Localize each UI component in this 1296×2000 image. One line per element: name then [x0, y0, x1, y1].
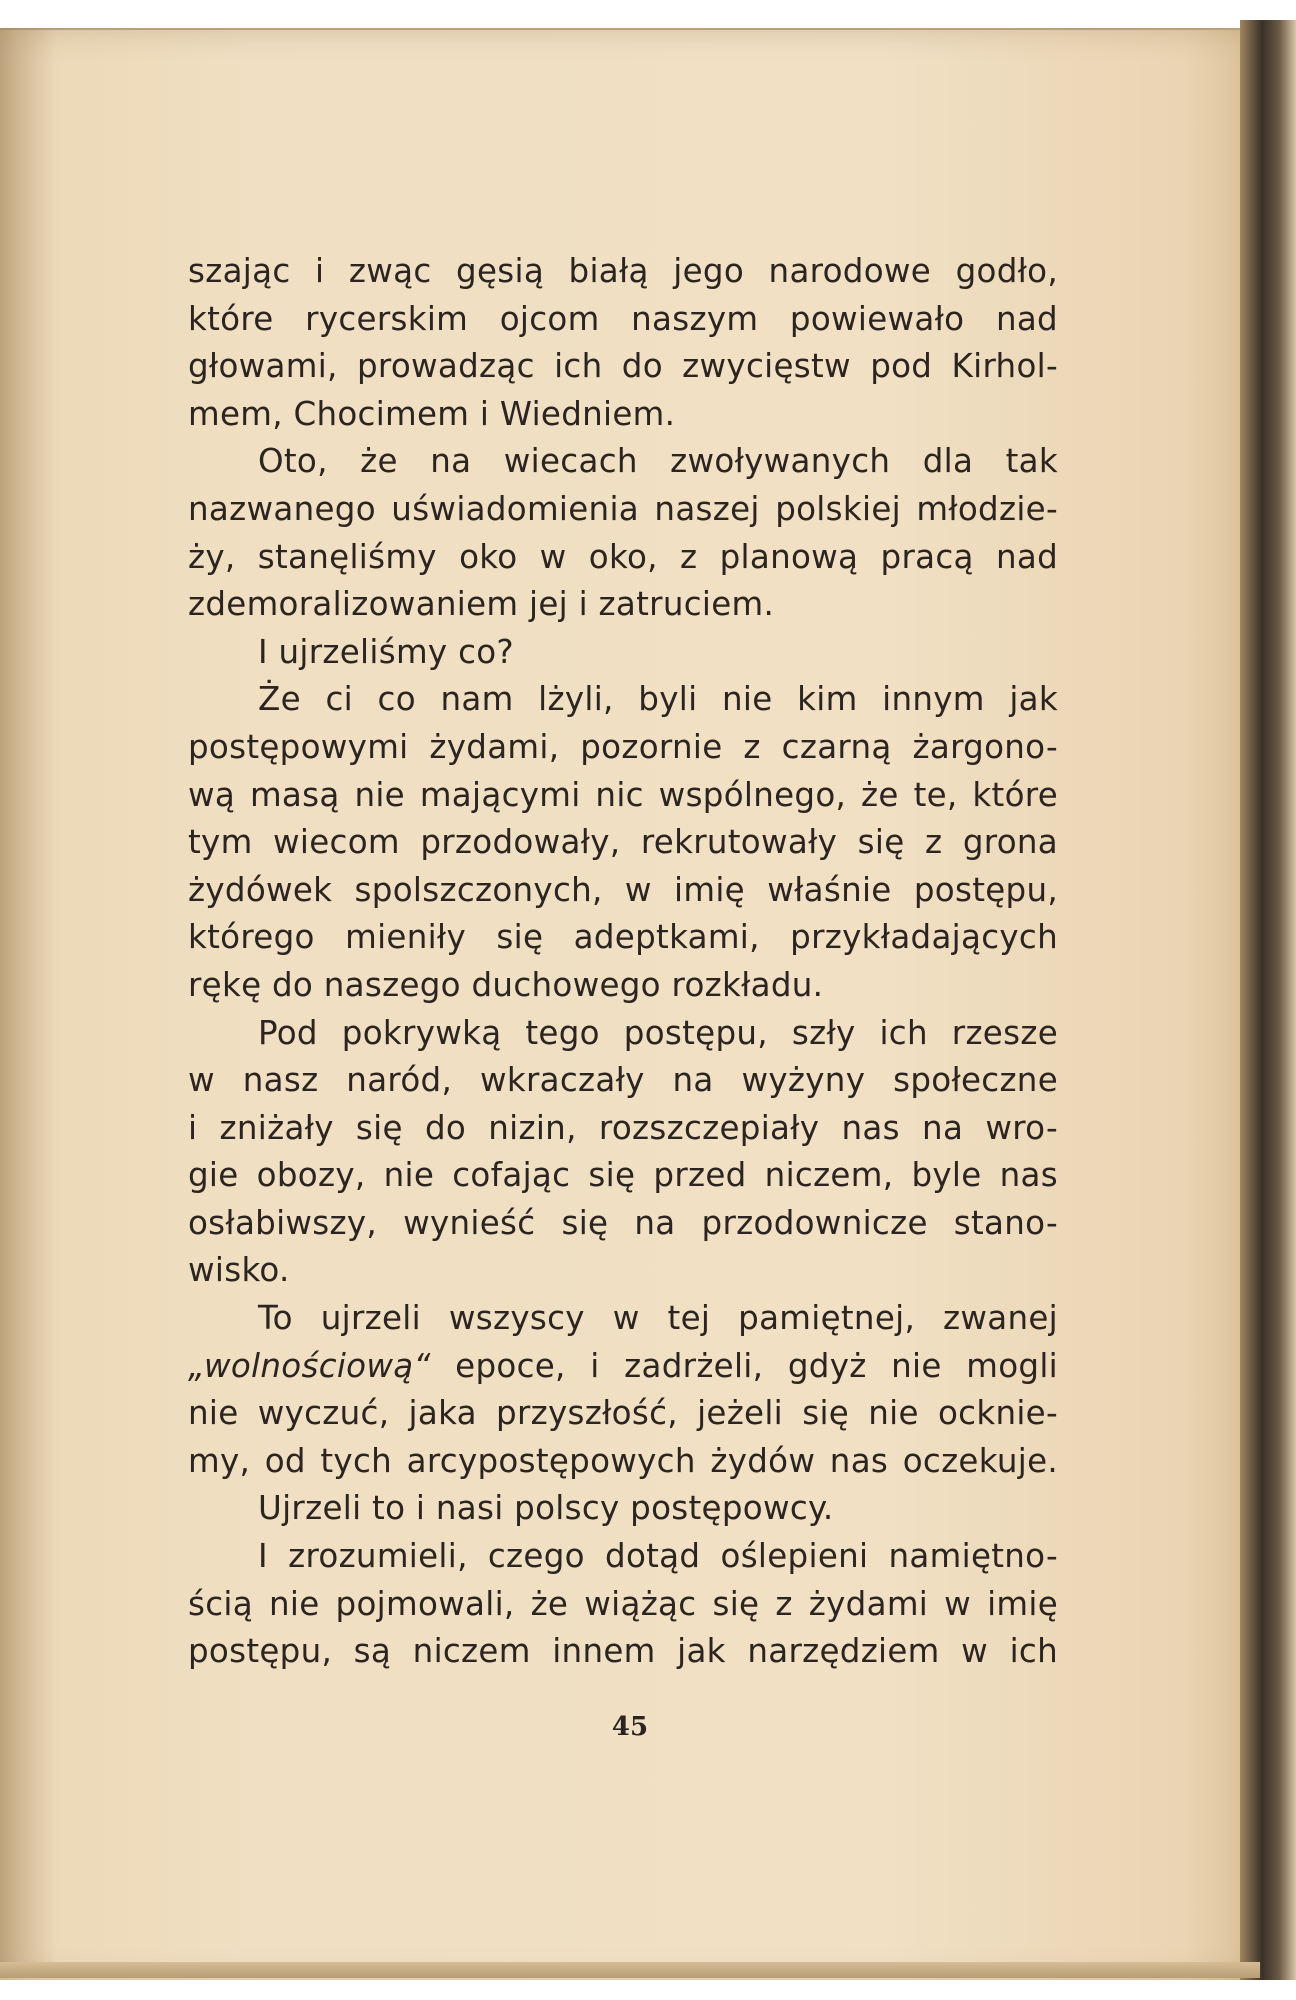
text-line: „wolnościową“ epoce, i zadrżeli, gdyż nie mogli — [188, 1346, 1058, 1385]
text-line: wą masą nie mającymi nic wspólnego, że te, które — [188, 775, 1058, 814]
italic-quote: „wolnościową“ — [188, 1346, 431, 1385]
text-line: I ujrzeliśmy co? — [258, 632, 514, 671]
text-line: rękę do naszego duchowego rozkładu. — [188, 965, 824, 1004]
text-line: osłabiwszy, wynieść się na przodownicze stano- — [188, 1203, 1058, 1242]
text-line: Ujrzeli to i nasi polscy postępowcy. — [258, 1489, 834, 1528]
text-line: To ujrzeli wszyscy w tej pamiętnej, zwanej — [258, 1299, 1058, 1338]
text-line: głowami, prowadząc ich do zwycięstw pod Kirhol- — [188, 347, 1058, 386]
text-line: nie wyczuć, jaka przyszłość, jeżeli się nie ocknie- — [188, 1394, 1058, 1433]
text-line: które rycerskim ojcom naszym powiewało nad — [188, 299, 1058, 338]
text-line: ży, stanęliśmy oko w oko, z planową pracą nad — [188, 537, 1058, 576]
text-line: zdemoralizowaniem jej i zatruciem. — [188, 585, 775, 624]
text-line: mem, Chocimem i Wiedniem. — [188, 394, 676, 433]
text-line: postępu, są niczem innem jak narzędziem w ich — [188, 1632, 1058, 1671]
text-line: i zniżały się do nizin, rozszczepiały nas na wro- — [188, 1108, 1058, 1147]
text-line: postępowymi żydami, pozornie z czarną żargono- — [188, 727, 1058, 766]
book-spine — [1240, 20, 1296, 1980]
text-line: gie obozy, nie cofając się przed niczem, byle nas — [188, 1156, 1058, 1195]
text-line: żydówek spolszczonych, w imię właśnie postępu, — [188, 870, 1058, 909]
text-line: Że ci co nam lżyli, byli nie kim innym jak — [258, 680, 1058, 719]
text-line: Pod pokrywką tego postępu, szły ich rzesze — [258, 1013, 1058, 1052]
text-line: my, od tych arcypostępowych żydów nas oczekuje. — [188, 1441, 1058, 1480]
text-line: Oto, że na wiecach zwoływanych dla tak — [258, 442, 1058, 481]
text-line: którego mieniły się adeptkami, przykładających — [188, 918, 1058, 957]
page-bottom-edge — [0, 1962, 1260, 1978]
body-text — [188, 248, 1058, 1676]
text-line: szając i zwąc gęsią białą jego narodowe godło, — [188, 252, 1058, 290]
text-line: w nasz naród, wkraczały na wyżyny społeczne — [188, 1061, 1058, 1100]
text-line: nazwanego uświadomienia naszej polskiej młodzie- — [188, 489, 1058, 528]
text-line: ścią nie pojmowali, że wiążąc się z żydami w imię — [188, 1584, 1058, 1623]
text-line: tym wiecom przodowały, rekrutowały się z grona — [188, 823, 1058, 862]
text-line: wisko. — [188, 1251, 290, 1290]
gutter-shadow — [0, 28, 58, 1978]
text-line: I zrozumieli, czego dotąd oślepieni namiętno- — [258, 1537, 1058, 1576]
page-number: 45 — [611, 1712, 649, 1742]
